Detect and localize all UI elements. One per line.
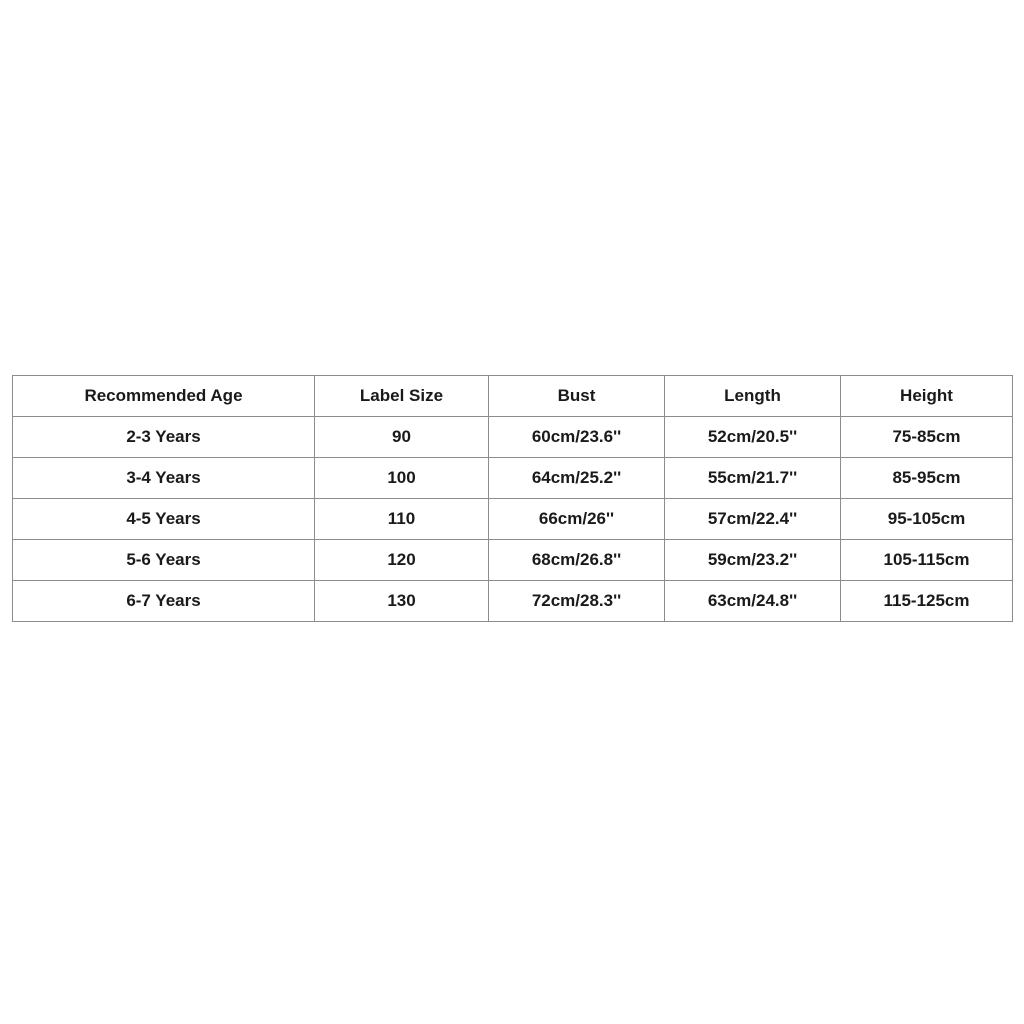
cell-length: 59cm/23.2'' <box>665 540 841 581</box>
cell-recommended-age: 5-6 Years <box>13 540 315 581</box>
table-row <box>13 458 1013 499</box>
cell-length: 57cm/22.4'' <box>665 499 841 540</box>
table-row <box>13 499 1013 540</box>
cell-label-size: 100 <box>315 458 489 499</box>
cell-height: 105-115cm <box>841 540 1013 581</box>
cell-bust: 64cm/25.2'' <box>489 458 665 499</box>
cell-recommended-age: 6-7 Years <box>13 581 315 622</box>
cell-length: 52cm/20.5'' <box>665 417 841 458</box>
cell-recommended-age: 3-4 Years <box>13 458 315 499</box>
cell-height: 115-125cm <box>841 581 1013 622</box>
size-chart-table <box>12 375 1013 622</box>
cell-bust: 68cm/26.8'' <box>489 540 665 581</box>
header-label-size: Label Size <box>315 376 489 417</box>
table-row <box>13 540 1013 581</box>
cell-bust: 66cm/26'' <box>489 499 665 540</box>
cell-label-size: 120 <box>315 540 489 581</box>
cell-recommended-age: 4-5 Years <box>13 499 315 540</box>
header-bust: Bust <box>489 376 665 417</box>
cell-length: 55cm/21.7'' <box>665 458 841 499</box>
cell-recommended-age: 2-3 Years <box>13 417 315 458</box>
table-row <box>13 581 1013 622</box>
cell-label-size: 90 <box>315 417 489 458</box>
table-header-row <box>13 376 1013 417</box>
cell-height: 85-95cm <box>841 458 1013 499</box>
table-row <box>13 417 1013 458</box>
cell-height: 75-85cm <box>841 417 1013 458</box>
header-height: Height <box>841 376 1013 417</box>
cell-bust: 60cm/23.6'' <box>489 417 665 458</box>
cell-length: 63cm/24.8'' <box>665 581 841 622</box>
header-recommended-age: Recommended Age <box>13 376 315 417</box>
header-length: Length <box>665 376 841 417</box>
cell-height: 95-105cm <box>841 499 1013 540</box>
cell-label-size: 110 <box>315 499 489 540</box>
cell-bust: 72cm/28.3'' <box>489 581 665 622</box>
cell-label-size: 130 <box>315 581 489 622</box>
